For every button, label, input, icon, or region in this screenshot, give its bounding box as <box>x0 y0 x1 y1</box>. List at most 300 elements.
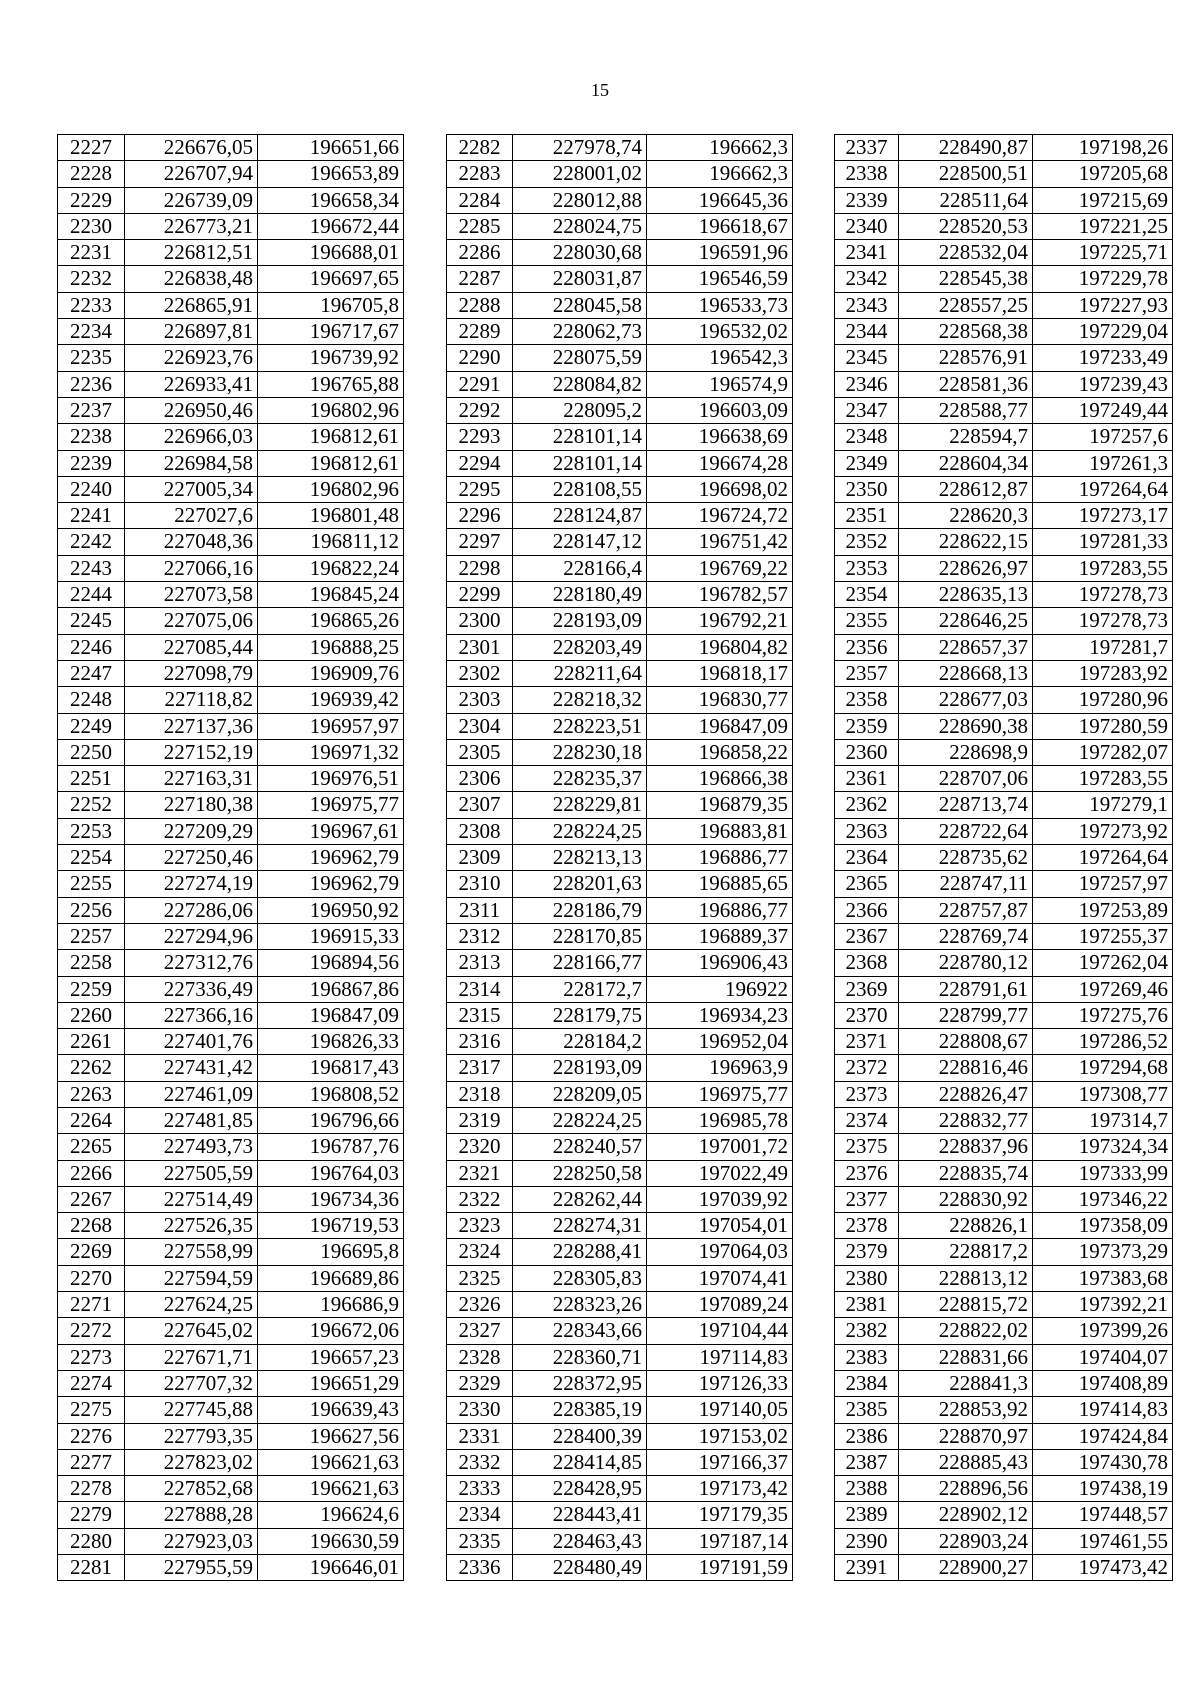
y-coordinate-cell: 196621,63 <box>258 1449 404 1475</box>
x-coordinate-cell: 228480,49 <box>513 1555 647 1581</box>
x-coordinate-cell: 227823,02 <box>125 1449 258 1475</box>
coordinates-table-2 <box>446 134 793 1581</box>
y-coordinate-cell: 197153,02 <box>647 1423 793 1449</box>
x-coordinate-cell: 228612,87 <box>899 476 1033 502</box>
table-row <box>835 1397 1173 1423</box>
point-number-cell: 2276 <box>58 1423 125 1449</box>
x-coordinate-cell: 228545,38 <box>899 266 1033 292</box>
point-number-cell: 2345 <box>835 345 899 371</box>
x-coordinate-cell: 228166,4 <box>513 555 647 581</box>
x-coordinate-cell: 227366,16 <box>125 1002 258 1028</box>
x-coordinate-cell: 228500,51 <box>899 161 1033 187</box>
y-coordinate-cell: 196734,36 <box>258 1186 404 1212</box>
y-coordinate-cell: 196787,76 <box>258 1134 404 1160</box>
y-coordinate-cell: 196792,21 <box>647 608 793 634</box>
point-number-cell: 2256 <box>58 897 125 923</box>
y-coordinate-cell: 196818,17 <box>647 660 793 686</box>
y-coordinate-cell: 196812,61 <box>258 450 404 476</box>
table-row <box>447 923 793 949</box>
y-coordinate-cell: 196975,77 <box>647 1081 793 1107</box>
y-coordinate-cell: 197461,55 <box>1033 1528 1173 1554</box>
x-coordinate-cell: 228557,25 <box>899 292 1033 318</box>
y-coordinate-cell: 197399,26 <box>1033 1318 1173 1344</box>
point-number-cell: 2391 <box>835 1555 899 1581</box>
y-coordinate-cell: 196808,52 <box>258 1081 404 1107</box>
y-coordinate-cell: 196662,3 <box>647 161 793 187</box>
y-coordinate-cell: 196817,43 <box>258 1055 404 1081</box>
x-coordinate-cell: 226923,76 <box>125 345 258 371</box>
point-number-cell: 2286 <box>447 240 513 266</box>
table-row <box>58 1081 404 1107</box>
table-row <box>58 687 404 713</box>
x-coordinate-cell: 228668,13 <box>899 660 1033 686</box>
x-coordinate-cell: 226676,05 <box>125 135 258 161</box>
x-coordinate-cell: 228428,95 <box>513 1476 647 1502</box>
point-number-cell: 2344 <box>835 319 899 345</box>
table-row <box>447 1528 793 1554</box>
table-row <box>447 187 793 213</box>
table-row <box>447 766 793 792</box>
y-coordinate-cell: 197275,76 <box>1033 1002 1173 1028</box>
point-number-cell: 2228 <box>58 161 125 187</box>
table-row <box>447 871 793 897</box>
table-row <box>835 1055 1173 1081</box>
table-row <box>447 950 793 976</box>
table-row <box>58 503 404 529</box>
x-coordinate-cell: 228240,57 <box>513 1134 647 1160</box>
table-row <box>835 424 1173 450</box>
y-coordinate-cell: 197278,73 <box>1033 608 1173 634</box>
y-coordinate-cell: 196967,61 <box>258 818 404 844</box>
y-coordinate-cell: 197239,43 <box>1033 371 1173 397</box>
x-coordinate-cell: 228870,97 <box>899 1423 1033 1449</box>
x-coordinate-cell: 228288,41 <box>513 1239 647 1265</box>
x-coordinate-cell: 228822,02 <box>899 1318 1033 1344</box>
table-row <box>835 1528 1173 1554</box>
y-coordinate-cell: 196739,92 <box>258 345 404 371</box>
x-coordinate-cell: 228262,44 <box>513 1186 647 1212</box>
x-coordinate-cell: 228813,12 <box>899 1265 1033 1291</box>
point-number-cell: 2368 <box>835 950 899 976</box>
x-coordinate-cell: 227645,02 <box>125 1318 258 1344</box>
point-number-cell: 2267 <box>58 1186 125 1212</box>
point-number-cell: 2259 <box>58 976 125 1002</box>
x-coordinate-cell: 227793,35 <box>125 1423 258 1449</box>
point-number-cell: 2361 <box>835 766 899 792</box>
table-row <box>835 1265 1173 1291</box>
point-number-cell: 2327 <box>447 1318 513 1344</box>
table-row <box>835 1186 1173 1212</box>
y-coordinate-cell: 196574,9 <box>647 371 793 397</box>
table-row <box>447 634 793 660</box>
table-row <box>58 213 404 239</box>
y-coordinate-cell: 196811,12 <box>258 529 404 555</box>
table-row <box>447 1370 793 1396</box>
table-row <box>447 371 793 397</box>
table-row <box>58 1423 404 1449</box>
x-coordinate-cell: 227250,46 <box>125 845 258 871</box>
x-coordinate-cell: 228896,56 <box>899 1476 1033 1502</box>
table-row <box>447 397 793 423</box>
y-coordinate-cell: 196674,28 <box>647 450 793 476</box>
x-coordinate-cell: 228229,81 <box>513 792 647 818</box>
table-row <box>447 1239 793 1265</box>
y-coordinate-cell: 196533,73 <box>647 292 793 318</box>
table-row <box>835 240 1173 266</box>
x-coordinate-cell: 228211,64 <box>513 660 647 686</box>
table-row <box>58 1029 404 1055</box>
point-number-cell: 2230 <box>58 213 125 239</box>
point-number-cell: 2244 <box>58 582 125 608</box>
table-row <box>447 1397 793 1423</box>
table-row <box>447 897 793 923</box>
y-coordinate-cell: 196618,67 <box>647 213 793 239</box>
x-coordinate-cell: 228532,04 <box>899 240 1033 266</box>
point-number-cell: 2291 <box>447 371 513 397</box>
table-row <box>447 792 793 818</box>
table-row <box>835 371 1173 397</box>
point-number-cell: 2246 <box>58 634 125 660</box>
table-row <box>835 529 1173 555</box>
table-row <box>447 266 793 292</box>
point-number-cell: 2231 <box>58 240 125 266</box>
y-coordinate-cell: 196765,88 <box>258 371 404 397</box>
x-coordinate-cell: 228832,77 <box>899 1107 1033 1133</box>
table-row <box>447 1107 793 1133</box>
table-row <box>58 1318 404 1344</box>
x-coordinate-cell: 228808,67 <box>899 1029 1033 1055</box>
y-coordinate-cell: 196624,6 <box>258 1502 404 1528</box>
x-coordinate-cell: 228620,3 <box>899 503 1033 529</box>
point-number-cell: 2313 <box>447 950 513 976</box>
table-row <box>58 529 404 555</box>
point-number-cell: 2232 <box>58 266 125 292</box>
table-row <box>835 1213 1173 1239</box>
y-coordinate-cell: 196719,53 <box>258 1213 404 1239</box>
y-coordinate-cell: 197114,83 <box>647 1344 793 1370</box>
point-number-cell: 2326 <box>447 1292 513 1318</box>
y-coordinate-cell: 197324,34 <box>1033 1134 1173 1160</box>
x-coordinate-cell: 228203,49 <box>513 634 647 660</box>
y-coordinate-cell: 197253,89 <box>1033 897 1173 923</box>
x-coordinate-cell: 227274,19 <box>125 871 258 897</box>
y-coordinate-cell: 197430,78 <box>1033 1449 1173 1475</box>
y-coordinate-cell: 196705,8 <box>258 292 404 318</box>
point-number-cell: 2235 <box>58 345 125 371</box>
y-coordinate-cell: 197269,46 <box>1033 976 1173 1002</box>
y-coordinate-cell: 197215,69 <box>1033 187 1173 213</box>
x-coordinate-cell: 228443,41 <box>513 1502 647 1528</box>
y-coordinate-cell: 197205,68 <box>1033 161 1173 187</box>
y-coordinate-cell: 196950,92 <box>258 897 404 923</box>
point-number-cell: 2249 <box>58 713 125 739</box>
y-coordinate-cell: 196796,66 <box>258 1107 404 1133</box>
y-coordinate-cell: 196963,9 <box>647 1055 793 1081</box>
table-row <box>835 1344 1173 1370</box>
x-coordinate-cell: 228186,79 <box>513 897 647 923</box>
point-number-cell: 2359 <box>835 713 899 739</box>
point-number-cell: 2369 <box>835 976 899 1002</box>
point-number-cell: 2387 <box>835 1449 899 1475</box>
point-number-cell: 2324 <box>447 1239 513 1265</box>
point-number-cell: 2385 <box>835 1397 899 1423</box>
y-coordinate-cell: 196672,44 <box>258 213 404 239</box>
y-coordinate-cell: 197229,04 <box>1033 319 1173 345</box>
x-coordinate-cell: 228677,03 <box>899 687 1033 713</box>
point-number-cell: 2315 <box>447 1002 513 1028</box>
point-number-cell: 2378 <box>835 1213 899 1239</box>
point-number-cell: 2227 <box>58 135 125 161</box>
y-coordinate-cell: 197039,92 <box>647 1186 793 1212</box>
page-number: 15 <box>591 80 609 100</box>
point-number-cell: 2334 <box>447 1502 513 1528</box>
y-coordinate-cell: 196858,22 <box>647 739 793 765</box>
x-coordinate-cell: 226739,09 <box>125 187 258 213</box>
x-coordinate-cell: 228343,66 <box>513 1318 647 1344</box>
table-row <box>835 503 1173 529</box>
y-coordinate-cell: 196657,23 <box>258 1344 404 1370</box>
y-coordinate-cell: 196889,37 <box>647 923 793 949</box>
x-coordinate-cell: 228791,61 <box>899 976 1033 1002</box>
point-number-cell: 2233 <box>58 292 125 318</box>
table-row <box>58 1134 404 1160</box>
y-coordinate-cell: 197414,83 <box>1033 1397 1173 1423</box>
point-number-cell: 2388 <box>835 1476 899 1502</box>
x-coordinate-cell: 227505,59 <box>125 1160 258 1186</box>
x-coordinate-cell: 228385,19 <box>513 1397 647 1423</box>
y-coordinate-cell: 196686,9 <box>258 1292 404 1318</box>
x-coordinate-cell: 228147,12 <box>513 529 647 555</box>
point-number-cell: 2346 <box>835 371 899 397</box>
point-number-cell: 2363 <box>835 818 899 844</box>
table-row <box>58 1449 404 1475</box>
y-coordinate-cell: 196867,86 <box>258 976 404 1002</box>
point-number-cell: 2386 <box>835 1423 899 1449</box>
y-coordinate-cell: 196952,04 <box>647 1029 793 1055</box>
point-number-cell: 2353 <box>835 555 899 581</box>
x-coordinate-cell: 228224,25 <box>513 1107 647 1133</box>
point-number-cell: 2293 <box>447 424 513 450</box>
y-coordinate-cell: 197126,33 <box>647 1370 793 1396</box>
point-number-cell: 2367 <box>835 923 899 949</box>
y-coordinate-cell: 196698,02 <box>647 476 793 502</box>
x-coordinate-cell: 226897,81 <box>125 319 258 345</box>
table-row <box>447 476 793 502</box>
table-row <box>58 660 404 686</box>
point-number-cell: 2250 <box>58 739 125 765</box>
table-row <box>835 739 1173 765</box>
table-row <box>835 976 1173 1002</box>
x-coordinate-cell: 228713,74 <box>899 792 1033 818</box>
table-row <box>58 161 404 187</box>
y-coordinate-cell: 196909,76 <box>258 660 404 686</box>
y-coordinate-cell: 196724,72 <box>647 503 793 529</box>
y-coordinate-cell: 196830,77 <box>647 687 793 713</box>
x-coordinate-cell: 228722,64 <box>899 818 1033 844</box>
y-coordinate-cell: 197022,49 <box>647 1160 793 1186</box>
coordinates-table-1 <box>57 134 404 1581</box>
point-number-cell: 2358 <box>835 687 899 713</box>
point-number-cell: 2251 <box>58 766 125 792</box>
y-coordinate-cell: 197104,44 <box>647 1318 793 1344</box>
y-coordinate-cell: 197179,35 <box>647 1502 793 1528</box>
x-coordinate-cell: 228817,2 <box>899 1239 1033 1265</box>
table-row <box>835 292 1173 318</box>
x-coordinate-cell: 227180,38 <box>125 792 258 818</box>
table-row <box>835 1160 1173 1186</box>
point-number-cell: 2390 <box>835 1528 899 1554</box>
x-coordinate-cell: 228218,32 <box>513 687 647 713</box>
y-coordinate-cell: 197187,14 <box>647 1528 793 1554</box>
point-number-cell: 2301 <box>447 634 513 660</box>
y-coordinate-cell: 197281,7 <box>1033 634 1173 660</box>
y-coordinate-cell: 196603,09 <box>647 397 793 423</box>
x-coordinate-cell: 228209,05 <box>513 1081 647 1107</box>
table-row <box>835 213 1173 239</box>
x-coordinate-cell: 227481,85 <box>125 1107 258 1133</box>
y-coordinate-cell: 197264,64 <box>1033 845 1173 871</box>
point-number-cell: 2343 <box>835 292 899 318</box>
y-coordinate-cell: 196697,65 <box>258 266 404 292</box>
table-row <box>58 818 404 844</box>
point-number-cell: 2284 <box>447 187 513 213</box>
table-row <box>835 450 1173 476</box>
y-coordinate-cell: 197358,09 <box>1033 1213 1173 1239</box>
table-row <box>58 871 404 897</box>
x-coordinate-cell: 228747,11 <box>899 871 1033 897</box>
y-coordinate-cell: 197264,64 <box>1033 476 1173 502</box>
table-row <box>58 476 404 502</box>
table-row <box>447 1318 793 1344</box>
point-number-cell: 2275 <box>58 1397 125 1423</box>
x-coordinate-cell: 228274,31 <box>513 1213 647 1239</box>
point-number-cell: 2316 <box>447 1029 513 1055</box>
y-coordinate-cell: 197283,55 <box>1033 555 1173 581</box>
x-coordinate-cell: 228224,25 <box>513 818 647 844</box>
table-row <box>835 582 1173 608</box>
point-number-cell: 2299 <box>447 582 513 608</box>
y-coordinate-cell: 197140,05 <box>647 1397 793 1423</box>
x-coordinate-cell: 228698,9 <box>899 739 1033 765</box>
point-number-cell: 2330 <box>447 1397 513 1423</box>
table-row <box>447 1555 793 1581</box>
x-coordinate-cell: 228815,72 <box>899 1292 1033 1318</box>
y-coordinate-cell: 196764,03 <box>258 1160 404 1186</box>
point-number-cell: 2341 <box>835 240 899 266</box>
x-coordinate-cell: 227152,19 <box>125 739 258 765</box>
point-number-cell: 2329 <box>447 1370 513 1396</box>
x-coordinate-cell: 228831,66 <box>899 1344 1033 1370</box>
y-coordinate-cell: 196885,65 <box>647 871 793 897</box>
x-coordinate-cell: 228588,77 <box>899 397 1033 423</box>
y-coordinate-cell: 196782,57 <box>647 582 793 608</box>
x-coordinate-cell: 228250,58 <box>513 1160 647 1186</box>
y-coordinate-cell: 197089,24 <box>647 1292 793 1318</box>
x-coordinate-cell: 228235,37 <box>513 766 647 792</box>
point-number-cell: 2335 <box>447 1528 513 1554</box>
y-coordinate-cell: 197294,68 <box>1033 1055 1173 1081</box>
table-row <box>58 292 404 318</box>
table-row <box>58 397 404 423</box>
point-number-cell: 2342 <box>835 266 899 292</box>
table-row <box>447 660 793 686</box>
table-row <box>447 292 793 318</box>
x-coordinate-cell: 227671,71 <box>125 1344 258 1370</box>
y-coordinate-cell: 196801,48 <box>258 503 404 529</box>
point-number-cell: 2311 <box>447 897 513 923</box>
point-number-cell: 2354 <box>835 582 899 608</box>
table-row <box>58 450 404 476</box>
point-number-cell: 2271 <box>58 1292 125 1318</box>
x-coordinate-cell: 228184,2 <box>513 1029 647 1055</box>
y-coordinate-cell: 197191,59 <box>647 1555 793 1581</box>
table-row <box>447 1449 793 1475</box>
table-row <box>835 608 1173 634</box>
point-number-cell: 2339 <box>835 187 899 213</box>
x-coordinate-cell: 228230,18 <box>513 739 647 765</box>
y-coordinate-cell: 197279,1 <box>1033 792 1173 818</box>
point-number-cell: 2303 <box>447 687 513 713</box>
x-coordinate-cell: 227027,6 <box>125 503 258 529</box>
table-row <box>447 555 793 581</box>
point-number-cell: 2241 <box>58 503 125 529</box>
y-coordinate-cell: 196865,26 <box>258 608 404 634</box>
x-coordinate-cell: 227137,36 <box>125 713 258 739</box>
y-coordinate-cell: 196962,79 <box>258 871 404 897</box>
x-coordinate-cell: 227955,59 <box>125 1555 258 1581</box>
table-row <box>835 792 1173 818</box>
x-coordinate-cell: 228062,73 <box>513 319 647 345</box>
table-row <box>447 135 793 161</box>
table-row <box>58 608 404 634</box>
point-number-cell: 2349 <box>835 450 899 476</box>
point-number-cell: 2239 <box>58 450 125 476</box>
y-coordinate-cell: 197424,84 <box>1033 1423 1173 1449</box>
y-coordinate-cell: 197373,29 <box>1033 1239 1173 1265</box>
point-number-cell: 2257 <box>58 923 125 949</box>
x-coordinate-cell: 228757,87 <box>899 897 1033 923</box>
table-row <box>58 555 404 581</box>
table-row <box>835 634 1173 660</box>
y-coordinate-cell: 196866,38 <box>647 766 793 792</box>
table-row <box>835 1502 1173 1528</box>
point-number-cell: 2279 <box>58 1502 125 1528</box>
table-row <box>58 319 404 345</box>
table-row <box>835 1029 1173 1055</box>
table-row <box>447 1265 793 1291</box>
y-coordinate-cell: 197227,93 <box>1033 292 1173 318</box>
point-number-cell: 2375 <box>835 1134 899 1160</box>
point-number-cell: 2245 <box>58 608 125 634</box>
x-coordinate-cell: 226707,94 <box>125 161 258 187</box>
x-coordinate-cell: 228045,58 <box>513 292 647 318</box>
point-number-cell: 2306 <box>447 766 513 792</box>
x-coordinate-cell: 228885,43 <box>899 1449 1033 1475</box>
point-number-cell: 2236 <box>58 371 125 397</box>
point-number-cell: 2305 <box>447 739 513 765</box>
x-coordinate-cell: 228400,39 <box>513 1423 647 1449</box>
point-number-cell: 2289 <box>447 319 513 345</box>
x-coordinate-cell: 228084,82 <box>513 371 647 397</box>
table-row <box>447 582 793 608</box>
x-coordinate-cell: 228172,7 <box>513 976 647 1002</box>
point-number-cell: 2302 <box>447 660 513 686</box>
point-number-cell: 2366 <box>835 897 899 923</box>
table-row <box>447 687 793 713</box>
point-number-cell: 2258 <box>58 950 125 976</box>
x-coordinate-cell: 228520,53 <box>899 213 1033 239</box>
y-coordinate-cell: 196546,59 <box>647 266 793 292</box>
